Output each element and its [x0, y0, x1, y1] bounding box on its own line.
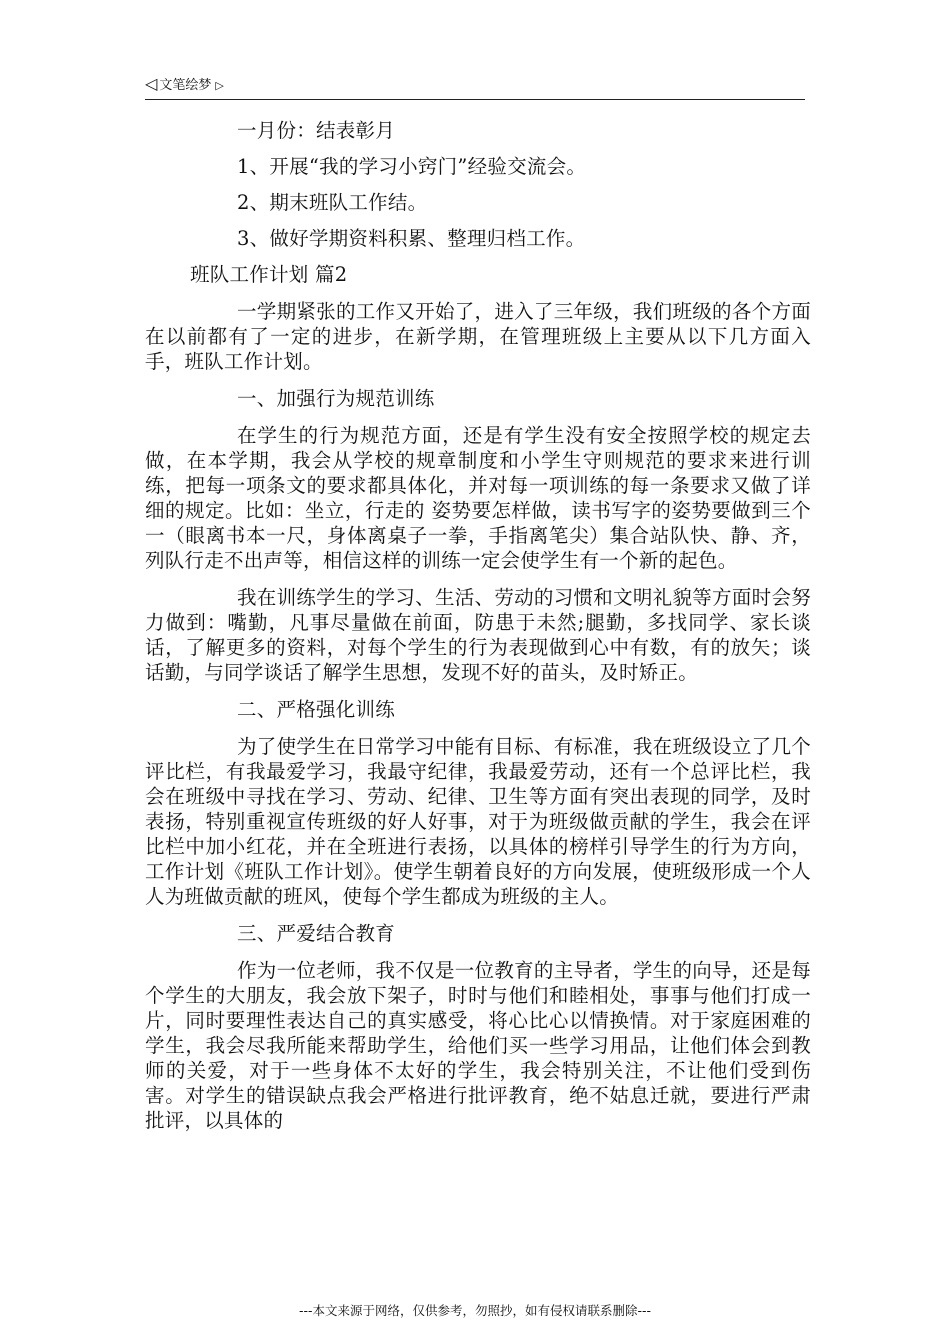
footer-disclaimer: ---本文来源于网络，仅供参考，勿照抄，如有侵权请联系删除--- — [298, 1303, 652, 1318]
heading-strict-training: 二、严格强化训练 — [237, 698, 396, 721]
heading-behavior-training: 一、加强行为规范训练 — [237, 387, 435, 410]
paragraph: 作为一位老师，我不仅是一位教育的主导者，学生的向导，还是每个学生的大朋友，我会放下架子，时时与他们和睦相处，事事与他们打成一片，同时要理性表达自己的真实感受，将心比心以情换情。对于家庭困难的学生，我会尽我所能来帮助学生，给他们买一些学习用品，让他们体会到教师的关爱，对于一些身体不太好的学生，我会特别关注，不让他们受到伤害。对学生的错误缺点我会严格进行批评教育，绝不姑息迁就，要进行严肃批评，以具体的 — [145, 959, 811, 1132]
paragraph: 在学生的行为规范方面，还是有学生没有安全按照学校的规定去做，在本学期，我会从学校的规章制度和小学生守则规范的要求来进行训练，把每一项条文的要求都具体化，并对每一项训练的每一条要求又做了详细的规定。比如：坐立，行走的 姿势要怎样做，读书写字的姿势要做到三个一（眼离书本一尺，身体离桌子一拳，手指离笔尖）集合站队快、静、齐，列队行走不出声等，相信这样的训练一定会使学生有一个新的起色。 — [145, 424, 811, 572]
paragraph: 为了使学生在日常学习中能有目标、有标准，我在班级设立了几个评比栏，有我最爱学习，我最守纪律，我最爱劳动，还有一个总评比栏，我会在班级中寻找在学习、劳动、纪律、卫生等方面有突出表现的同学，及时表扬，特别重视宣传班级的好人好事，对于为班级做贡献的学生，我会在评比栏中加小红花，并在全班进行表扬，以具体的榜样引导学生的行为方向，工作计划《班队工作计划》。使学生朝着良好的方向发展，使班级形成一个人人为班做贡献的班风，使每个学生都成为班级的主人。 — [145, 735, 811, 908]
list-item: 1、开展“我的学习小窍门”经验交流会。 — [237, 155, 587, 178]
paragraph: 我在训练学生的学习、生活、劳动的习惯和文明礼貌等方面时会努力做到：嘴勤，凡事尽量做在前面，防患于未然;腿勤，多找同学、家长谈话，了解更多的资料，对每个学生的行为表现做到心中有数，有的放矢；谈话勤，与同学谈话了解学生思想，发现不好的苗头，及时矫正。 — [145, 586, 811, 684]
document-body — [145, 118, 811, 1145]
heading-strict-love-education: 三、严爱结合教育 — [237, 922, 396, 945]
intro-paragraph: 一学期紧张的工作又开始了，进入了三年级，我们班级的各个方面在以前都有了一定的进步，在新学期，在管理班级上主要从以下几方面入手，班队工作计划。 — [145, 300, 811, 373]
month-line: 一月份：结表彰月 — [237, 119, 396, 142]
page-header — [145, 73, 805, 100]
section-title: 班队工作计划 篇2 — [190, 263, 348, 286]
left-triangle-icon: ◁ — [145, 74, 158, 93]
list-item: 2、期末班队工作结。 — [237, 191, 428, 214]
brand-logo — [145, 73, 224, 97]
brand-text: 文笔绘梦 — [159, 78, 212, 93]
right-triangle-icon: ▷ — [215, 79, 224, 92]
list-item: 3、做好学期资料积累、整理归档工作。 — [237, 227, 586, 250]
